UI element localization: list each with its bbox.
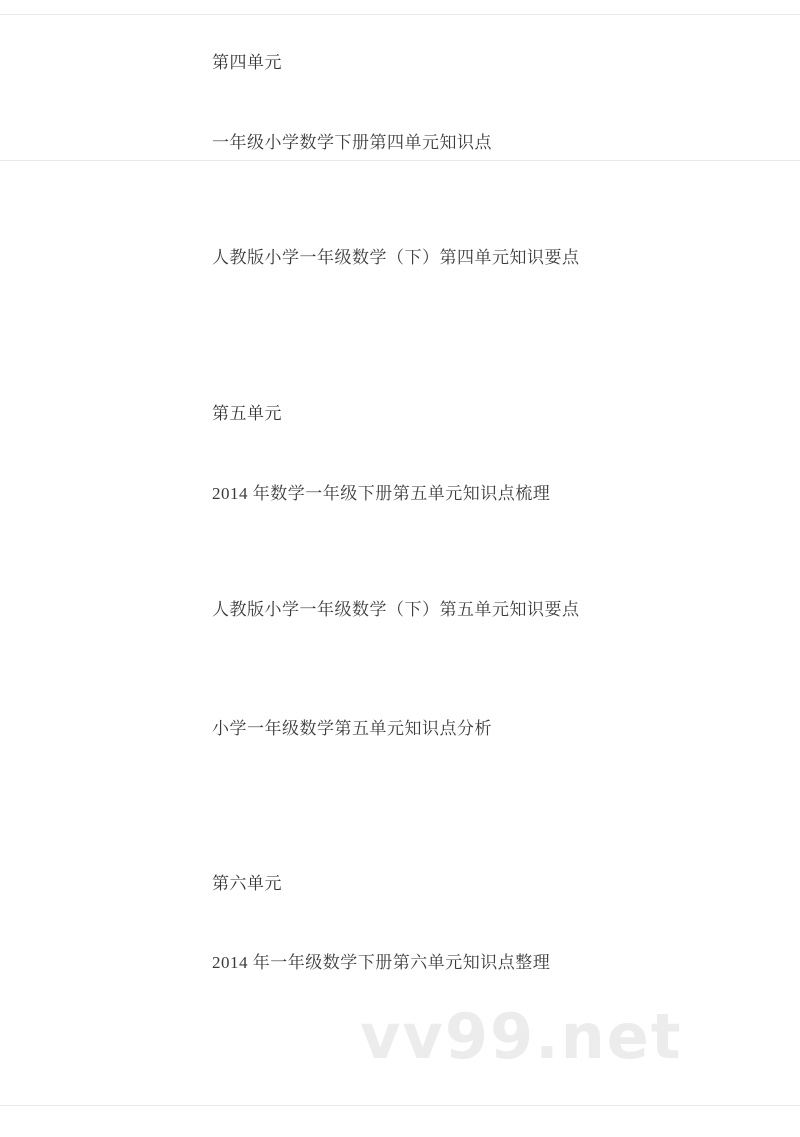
section-entry: 2014 年数学一年级下册第五单元知识点梳理 [212, 484, 551, 503]
section-heading: 第四单元 [212, 53, 282, 72]
scan-line-divider-upper [0, 160, 800, 161]
section-heading: 第六单元 [212, 874, 282, 893]
section-entry: 人教版小学一年级数学（下）第五单元知识要点 [212, 600, 580, 619]
section-entry: 人教版小学一年级数学（下）第四单元知识要点 [212, 248, 580, 267]
section-entry: 小学一年级数学第五单元知识点分析 [212, 719, 492, 738]
scan-line-divider-lower [0, 1105, 800, 1106]
section-entry: 一年级小学数学下册第四单元知识点 [212, 133, 492, 152]
scan-line-divider-top [0, 14, 800, 15]
section-heading: 第五单元 [212, 404, 282, 423]
watermark-text: vv99.net [360, 1000, 683, 1073]
section-entry: 2014 年一年级数学下册第六单元知识点整理 [212, 953, 551, 972]
